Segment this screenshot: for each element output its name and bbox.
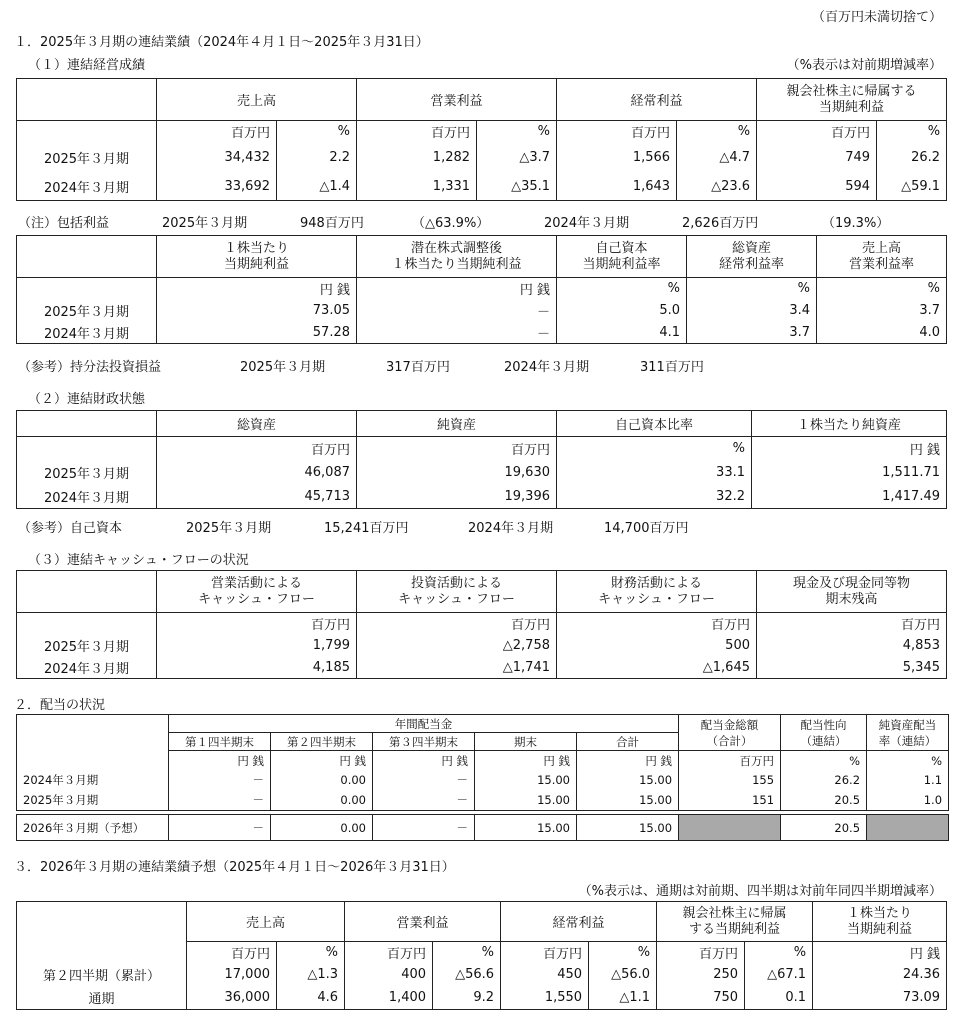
header-operating-profit: 営業利益 xyxy=(345,902,501,942)
table-row: 2025年３月期 46,087 19,630 33.1 1,511.71 xyxy=(17,461,947,485)
header-ordinary-profit: 経常利益 xyxy=(501,902,657,942)
header-investing-cf: 投資活動による キャッシュ・フロー xyxy=(357,571,557,613)
unit: 円 銭 xyxy=(475,751,577,771)
table-row: 2025年３月期 73.05 － 5.0 3.4 3.7 xyxy=(17,300,947,322)
equity-label: （参考）自己資本 xyxy=(18,521,123,536)
unit: % xyxy=(557,437,752,461)
unit: 百万円 xyxy=(757,121,877,143)
header-roe: 自己資本 当期純利益率 xyxy=(557,236,687,278)
table-row: 2025年３月期 1,799 △2,758 500 4,853 xyxy=(17,635,947,657)
table-row: 通期 36,000 4.6 1,400 9.2 1,550 △1.1 750 0.1 73.09 xyxy=(17,986,947,1010)
header-q1: 第１四半期末 xyxy=(169,733,271,751)
unit: 円 銭 xyxy=(169,751,271,771)
header-roa: 総資産 経常利益率 xyxy=(687,236,817,278)
table-row: 2024年３月期 4,185 △1,741 △1,645 5,345 xyxy=(17,657,947,679)
equity-method-label: （参考）持分法投資損益 xyxy=(18,360,162,375)
unit: % xyxy=(557,278,687,300)
header-ordinary-profit: 経常利益 xyxy=(557,79,757,121)
header-bps: １株当たり純資産 xyxy=(752,411,947,437)
change-rate-note: （%表示は対前期増減率） xyxy=(786,58,942,73)
unit: % xyxy=(677,121,757,143)
subsection-cash-flows: （３）連結キャッシュ・フローの状況 xyxy=(28,553,249,568)
unit: 百万円 xyxy=(557,121,677,143)
header-diluted-eps: 潜在株式調整後 １株当たり当期純利益 xyxy=(357,236,557,278)
comprehensive-income-fy2024-value: 2,626百万円 xyxy=(682,216,759,231)
header-financing-cf: 財務活動による キャッシュ・フロー xyxy=(557,571,757,613)
header-q2: 第２四半期末 xyxy=(271,733,373,751)
equity-method-fy2024-value: 311百万円 xyxy=(640,360,704,375)
unit: 百万円 xyxy=(357,613,557,635)
unit: 百万円 xyxy=(657,942,745,964)
unit: 百万円 xyxy=(501,942,589,964)
unit: % xyxy=(589,942,657,964)
unit: 百万円 xyxy=(345,942,433,964)
per-share-ratios-table xyxy=(16,235,947,344)
unit: % xyxy=(433,942,501,964)
section1-title: １．2025年３月期の連結業績（2024年４月１日～2025年３月31日） xyxy=(14,35,429,50)
header-q3: 第３四半期末 xyxy=(373,733,475,751)
header-eps: １株当たり 当期純利益 xyxy=(157,236,357,278)
table-row: 2024年３月期 45,713 19,396 32.2 1,417.49 xyxy=(17,485,947,509)
equity-fy2025-label: 2025年３月期 xyxy=(186,521,272,536)
unit: % xyxy=(877,121,947,143)
header-equity-ratio: 自己資本比率 xyxy=(557,411,752,437)
cash-flows-table xyxy=(16,570,947,679)
unit: % xyxy=(687,278,817,300)
unit: 百万円 xyxy=(679,751,781,771)
equity-fy2025-value: 15,241百万円 xyxy=(324,521,409,536)
unit: 百万円 xyxy=(357,121,477,143)
header-net-income: 親会社株主に帰属する 当期純利益 xyxy=(757,79,947,121)
comprehensive-income-fy2024-label: 2024年３月期 xyxy=(544,216,630,231)
table-row: 第２四半期（累計） 17,000 △1.3 400 △56.6 450 △56.0 250 △67.1 24.36 xyxy=(17,964,947,986)
table-row: 2024年３月期 － 0.00 － 15.00 15.00 155 26.2 1.1 xyxy=(17,771,949,790)
section2-title: ２．配当の状況 xyxy=(14,698,106,713)
unit: 円 銭 xyxy=(373,751,475,771)
comprehensive-income-fy2025-value: 948百万円 xyxy=(300,216,364,231)
header-operating-profit: 営業利益 xyxy=(357,79,557,121)
header-net-assets: 純資産 xyxy=(357,411,557,437)
subsection-operating-results: （１）連結経営成績 xyxy=(28,58,146,73)
unit-note: （百万円未満切捨て） xyxy=(811,10,942,25)
comprehensive-income-fy2025-label: 2025年３月期 xyxy=(162,216,248,231)
header-payout-ratio: 配当性向 （連結） xyxy=(781,715,867,751)
header-sales: 売上高 xyxy=(187,902,345,942)
section3-title: ３．2026年３月期の連結業績予想（2025年４月１日～2026年３月31日） xyxy=(14,860,455,875)
unit: 円 銭 xyxy=(813,942,947,964)
unit: 円 銭 xyxy=(577,751,679,771)
equity-method-fy2024-label: 2024年３月期 xyxy=(504,360,590,375)
equity-method-fy2025-value: 317百万円 xyxy=(386,360,450,375)
unit: 円 銭 xyxy=(157,278,357,300)
unit: % xyxy=(277,942,345,964)
header-year-end: 期末 xyxy=(475,733,577,751)
unit: 円 銭 xyxy=(752,437,947,461)
unit: % xyxy=(867,751,949,771)
equity-fy2024-value: 14,700百万円 xyxy=(604,521,689,536)
comprehensive-income-fy2024-rate: （19.3%） xyxy=(822,216,890,231)
header-total: 合計 xyxy=(577,733,679,751)
subsection-financial-position: （２）連結財政状態 xyxy=(28,392,146,407)
operating-results-table xyxy=(16,78,947,201)
header-eps: １株当たり 当期純利益 xyxy=(813,902,947,942)
comprehensive-income-label: （注）包括利益 xyxy=(18,216,110,231)
unit: % xyxy=(277,121,357,143)
unit: 百万円 xyxy=(557,613,757,635)
equity-fy2024-label: 2024年３月期 xyxy=(468,521,554,536)
table-row-forecast: 2026年３月期（予想） － 0.00 － 15.00 15.00 20.5 xyxy=(17,815,949,841)
unit: % xyxy=(817,278,947,300)
table-row: 2024年３月期 57.28 － 4.1 3.7 4.0 xyxy=(17,322,947,344)
table-row: 2025年３月期 34,432 2.2 1,282 △3.7 1,566 △4.7 749 26.2 xyxy=(17,143,947,173)
dividends-table xyxy=(16,714,949,841)
header-total-dividend: 配当金総額 （合計） xyxy=(679,715,781,751)
unit: 円 銭 xyxy=(271,751,373,771)
table-row: 2024年３月期 33,692 △1.4 1,331 △35.1 1,643 △23.6 594 △59.1 xyxy=(17,173,947,201)
unit: 円 銭 xyxy=(357,278,557,300)
header-sales: 売上高 xyxy=(157,79,357,121)
financial-position-table xyxy=(16,410,947,509)
header-total-assets: 総資産 xyxy=(157,411,357,437)
header-net-income: 親会社株主に帰属 する当期純利益 xyxy=(657,902,813,942)
unit: 百万円 xyxy=(357,437,557,461)
table-row: 2025年３月期 － 0.00 － 15.00 15.00 151 20.5 1.0 xyxy=(17,790,949,811)
unit: 百万円 xyxy=(757,613,947,635)
unit: 百万円 xyxy=(157,613,357,635)
forecast-table xyxy=(16,901,947,1010)
unit: 百万円 xyxy=(157,437,357,461)
header-operating-cf: 営業活動による キャッシュ・フロー xyxy=(157,571,357,613)
header-doe: 純資産配当 率（連結） xyxy=(867,715,949,751)
header-annual-dividend: 年間配当金 xyxy=(169,715,679,733)
comprehensive-income-fy2025-rate: （△63.9%） xyxy=(412,216,490,231)
unit: % xyxy=(477,121,557,143)
unit: 百万円 xyxy=(157,121,277,143)
equity-method-fy2025-label: 2025年３月期 xyxy=(240,360,326,375)
unit: % xyxy=(745,942,813,964)
header-operating-margin: 売上高 営業利益率 xyxy=(817,236,947,278)
header-cash-balance: 現金及び現金同等物 期末残高 xyxy=(757,571,947,613)
forecast-change-note: （%表示は、通期は対前期、四半期は対前年同四半期増減率） xyxy=(578,884,942,899)
unit: 百万円 xyxy=(187,942,277,964)
unit: % xyxy=(781,751,867,771)
